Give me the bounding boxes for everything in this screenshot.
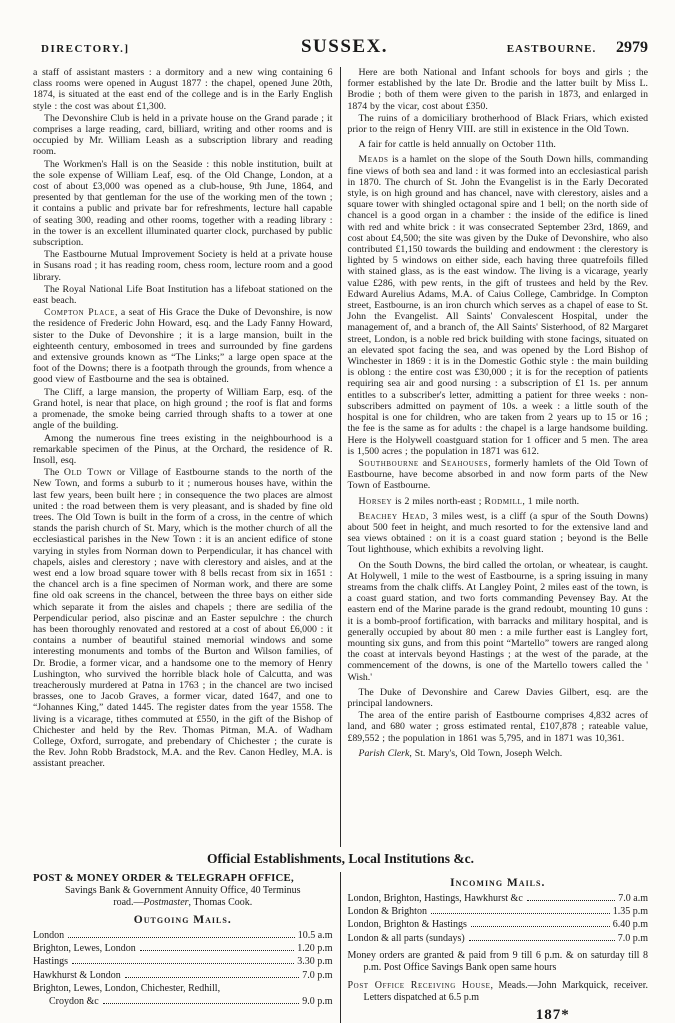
place-name: Meads xyxy=(358,154,389,166)
body-text: The Eastbourne Mutual Improvement Society is held at a private house in Susans road ; it has reading room, chess room, lecture room and a good library. xyxy=(33,249,333,283)
body-text: The Workmen's Hall is on the Seaside : this noble institution, built at the sole expense of William Leaf, esq. of the Old Change, London, at a cost of about £3,000 was opened as a club-house, 9th June, 1864, and presented by that gentleman for the use of the working men of the town ; it contains a public and private bar for refreshments, lecture hall capable of seating 300, reading and other rooms, together with a reading library : in the tower is an excellent illuminated quarter clock, purchased by public subscription. xyxy=(33,158,333,249)
body-text: and xyxy=(418,457,441,469)
body-text: is a hamlet on the slope of the South Down hills, commanding fine views of both sea and land : it was formed into an ecclesiastical parish in 1870. The church of St. John the Evangelist is in the Early Decorated style, is on high ground and has chancel, nave with clerestory, aisles and a square tower with shingled octagonal spire and 1 bell; on the north side of chancel is a good organ in a chamber : the inside of the edifice is lined with red and white brick : it was consecrated September 23rd, 1869, and cost about £4,500; the site was given by the Duke of Devonshire, who also contributed £1,150 towards the building and endowment : the clerestory is lighted by 5 windows on either side, each having three quatrefoils filled with stained glass, as is the east window. The living is a vicarage, yearly value £286, with pew rents, in the gift of trustees and held by the Rev. Edward Aurelius Adams, M.A. of Caius College, Cambridge. In Compton street, Eastbourne, is an iron church which serves as a chapel of ease to St. John the Evangelist. All Saints' Convalescent Hospital, under the management of, and a branch of, the All Saints' Sisterhood, of 82 Margaret street, London, is a noble red brick building with stone facings, situated on an elevated spot facing the sea, and was opened by the Lord Bishop of Winchester in 1869 : it is in the Domestic Gothic style : the main building is oblong : the entire cost was £30,000 ; it is for the reception of patients requiring sea air and good nursing : a subscription of £1 1s. per annum entitles to a subscriber's letter, admitting a patient for three weeks : non-subscribers admitted on payment of 10s. a week : a little south of the hospital is one for children, who are taken from 2 years up to 15 or 16 ; the fee is the same as for adults : the chapel is a large handsome building. Here is the Holywell coastguard station for 1 officer and 5 men. The area is 1,500 acres ; the population in 1871 was 612. xyxy=(347,154,648,457)
mail-destination: Croydon &c xyxy=(49,996,99,1008)
body-text: Among the numerous fine trees existing in the neighbourhood is a remarkable specimen of the Pinus, at the Orchard, the residence of R. Insoll, esq. xyxy=(33,432,333,466)
place-name: Seahouses xyxy=(440,457,489,469)
mail-time: 3.30 p.m xyxy=(297,956,333,968)
body-text: The Devonshire Club is held in a private house on the Grand parade ; it comprises a large reading, card, billiard, writing and other rooms and is occupied by Mr. William Leash as a subscription library and reading room. xyxy=(33,112,333,158)
italic-text: Parish Clerk xyxy=(358,747,410,759)
subtitle-road: road.— xyxy=(113,897,144,908)
paragraph xyxy=(33,467,333,769)
paragraph xyxy=(348,748,649,759)
place-name: Southbourne xyxy=(358,457,419,469)
dot-leader xyxy=(469,940,615,941)
mail-destination: London, Brighton & Hastings xyxy=(347,919,467,931)
mail-destination: London, Brighton, Hastings, Hawkhurst &c xyxy=(347,893,523,904)
body-text: , 1 mile north. xyxy=(522,495,580,507)
place-name: Compton Place xyxy=(44,307,115,319)
body-text: Here are both National and Infant schools for boys and girls ; the former established by the late Dr. Brodie and the latter built by Miss L. Brodie ; both of them were given to the parish in 1873, and enlarged in 1874 by the vicar, cost about £350. xyxy=(347,67,648,112)
dot-leader xyxy=(140,950,294,951)
place-name: Horsey xyxy=(358,495,393,507)
mail-row xyxy=(33,969,333,982)
mail-time: 6.40 p.m xyxy=(612,919,648,931)
paragraph xyxy=(33,249,333,283)
receiving-house-title: Post Office Receiving House xyxy=(347,979,491,991)
body-text: The xyxy=(44,467,64,479)
dot-leader xyxy=(125,977,299,978)
body-text: , St. Mary's, Old Town, Joseph Welch. xyxy=(409,747,563,759)
paragraph xyxy=(348,560,649,683)
mail-destination: Brighton, Lewes, London xyxy=(33,943,136,955)
section-heading: Official Establishments, Local Institutions &c. xyxy=(206,851,474,866)
main-text-area xyxy=(33,67,648,847)
body-text: A fair for cattle is held annually on October 11th. xyxy=(358,139,556,151)
mail-time: 7.0 a.m xyxy=(618,893,648,904)
incoming-mails-table xyxy=(348,892,649,945)
mail-destination: Brighton, Lewes, London, Chichester, Redhill, xyxy=(33,982,221,994)
outgoing-mails-heading: Outgoing Mails. xyxy=(133,914,232,926)
paragraph xyxy=(348,113,649,135)
mail-destination: Hawkhurst & London xyxy=(33,969,121,981)
dot-leader xyxy=(72,963,294,964)
receiving-house-detail: , Meads.—John Markquick, receiver. Letters dispatched at 6.5 p.m xyxy=(363,979,648,1004)
postmaster-name: , Thomas Cook. xyxy=(188,897,253,908)
mail-row xyxy=(348,892,649,905)
post-office-title: POST & MONEY ORDER & TELEGRAPH OFFICE, xyxy=(33,872,294,884)
mail-time: 7.0 p.m xyxy=(617,932,648,944)
place-name: Old Town xyxy=(63,467,113,479)
post-office-subtitle-line1: Savings Bank & Government Annuity Office, 40 Terminus xyxy=(64,885,301,896)
paragraph xyxy=(348,687,649,709)
header-county-title: SUSSEX. xyxy=(300,36,389,57)
paragraph xyxy=(348,496,649,507)
mail-time: 1.20 p.m xyxy=(297,943,333,955)
paragraph xyxy=(348,458,649,492)
body-text: The Royal National Life Boat Institution has a lifeboat stationed on the east beach. xyxy=(33,283,333,307)
body-text: or Village of Eastbourne stands to the north of the New Town, and forms a suburb to it ; numerous houses have, within the last few years, been built here ; in consequence the two places are almost united : the road between them is very pleasant, and is shaded by fine old trees. The Old Town is built in the form of a cross, in the centre of which stands the parish church of St. Mary, which is the mother church of all the ecclesiastical parishes in the New Town : it is an ancient edifice of stone varying in styles from Norman down to Perpendicular, it has chancel with chapels, aisles and clerestory ; nave with clerestory and aisles, and at the west end a low broad square tower with 8 bells recast from six in 1651 : the chancel arch is a fine specimen of Norman work, and there are some fine old oak screens in the chancel, between the three bays on either side which separate it from the aisles and chapels ; there are sedilia of the Perpendicular period, also piscinæ and an Easter sepulchre : the church has been thoroughly renovated and restored at a cost of about £6,000 : it contains a number of beautiful stained memorial windows and some interesting monuments and tombs of the Burton and Wilson families, of Dr. Brodie, a former vicar, and a handsome one to the memory of Henry Lushington, who survived the horrible black hole of Calcutta, and was treacherously murdered at Patna in 1763 ; in the chancel are two incised brasses, one to Jacob Graves, a former vicar, dated 1647, and one to “Johannes King,” dated 1445. The register dates from the year 1558. The living is a vicarage, tithes commuted at £550, in the gift of the Bishop of Chichester and held by the Rev. Thomas Pitman, M.A. of Wadham College, Oxford, surrogate, and prebendary of Chichester ; the curate is the Rev. John Robb Bradstock, M.A. and the Rev. Canon Hedley, M.A. is assistant preacher. xyxy=(33,467,333,770)
dot-leader xyxy=(471,926,610,927)
receiving-house-note xyxy=(348,980,649,1005)
body-text: The ruins of a domiciliary brotherhood of Black Friars, which existed prior to the reign of Henry VIII. are still in existence in the Old Town. xyxy=(347,112,648,136)
mail-time: 7.0 p.m xyxy=(302,969,333,981)
body-text: , 3 miles west, is a cliff (a spur of the South Downs) about 500 feet in height, and much resorted to for the extensive land and sea views obtained : on it is a coast guard station ; beyond is the Belle Tout lighthouse, which exhibits a revolving light. xyxy=(347,510,648,556)
place-name: Beachey Head xyxy=(358,510,427,522)
paragraph xyxy=(33,387,333,432)
body-text: The Duke of Devonshire and Carew Davies Gilbert, esq. are the principal landowners. xyxy=(347,686,648,709)
post-office-subtitle-line2 xyxy=(33,897,333,909)
outgoing-mails-table xyxy=(33,929,333,1008)
place-name: Rodmill xyxy=(484,495,523,507)
mail-row xyxy=(348,932,649,945)
right-text-column xyxy=(341,67,649,847)
header-directory-label: DIRECTORY.] xyxy=(41,43,130,55)
body-text: The area of the entire parish of Eastbourne comprises 4,832 acres of land, and 680 water ; gross estimated rental, £107,878 ; rateable value, £89,552 ; the population in 1861 was 5,795, and in 1871 was 10,361. xyxy=(347,710,648,744)
paragraph xyxy=(33,67,333,112)
left-text-column xyxy=(33,67,341,847)
body-text: is 2 miles north-east ; xyxy=(392,495,485,507)
paragraph xyxy=(33,433,333,467)
paragraph xyxy=(348,154,649,456)
body-text: a staff of assistant masters : a dormitory and a new wing containing 6 class rooms were opened in August 1877 : the chapel, opened June 20th, 1874, is situated at the east end of the college and is in the Early English style : the cost was about £1,300. xyxy=(33,67,333,112)
incoming-mails-heading: Incoming Mails. xyxy=(450,877,546,889)
mail-destination: London & all parts (sundays) xyxy=(347,932,465,944)
paragraph xyxy=(348,710,649,744)
mail-destination: London & Brighton xyxy=(347,906,427,918)
paragraph xyxy=(33,307,333,385)
postmaster-label: Postmaster xyxy=(143,897,189,908)
mail-destination: Hastings xyxy=(33,956,68,968)
mail-row xyxy=(348,918,649,931)
post-office-column xyxy=(33,872,341,1023)
mail-row xyxy=(33,942,333,955)
paragraph xyxy=(348,511,649,556)
mail-row xyxy=(33,955,333,968)
mail-row xyxy=(348,905,649,918)
mail-destination: London xyxy=(33,930,65,941)
paragraph xyxy=(33,159,333,249)
page-signature: 187* xyxy=(535,1007,570,1023)
paragraph xyxy=(33,284,333,306)
header-place-label: EASTBOURNE. xyxy=(506,43,597,55)
header-place xyxy=(388,39,648,57)
mail-time: 10.5 a.m xyxy=(297,930,333,941)
mails-section xyxy=(33,872,648,1023)
mail-time: 9.0 p.m xyxy=(302,996,333,1008)
paragraph xyxy=(33,113,333,158)
paragraph xyxy=(348,139,649,150)
money-orders-note: Money orders are granted & paid from 9 till 6 p.m. & on saturday till 8 p.m. Post Office Savings Bank open same hours xyxy=(347,949,648,974)
dot-leader xyxy=(431,913,610,914)
mail-time: 1.35 p.m xyxy=(612,906,648,918)
dot-leader xyxy=(103,1003,300,1004)
mail-row xyxy=(33,982,333,995)
incoming-mails-column xyxy=(341,872,649,1023)
dot-leader xyxy=(527,900,616,901)
dot-leader xyxy=(68,937,295,938)
mail-row xyxy=(33,929,333,942)
body-text: On the South Downs, the bird called the ortolan, or wheatear, is caught. At Holywell, 1 mile to the west of Eastbourne, is a spring issuing in many streams from the chalk cliffs. At Langley Point, 2 miles east of the town, is a coast guard station, and two forts commanding Pevensey Bay. At the eastern end of the Marine parade is the grand redoubt, mounting 10 guns : it is a bomb-proof fortification, with barracks and military hospital, and is generally occupied by about 80 men : a mile further east is Langley fort, mounting six guns, and from this point “Martello” towers are ranged along the coast at intervals beyond Hastings ; at the west of the parade, at the commencement of the downs, is one of the Martello towers called the ' Wish.' xyxy=(347,559,648,683)
page-header xyxy=(33,36,648,58)
paragraph xyxy=(348,67,649,112)
body-text: , formerly hamlets of the Old Town of Eastbourne, have become absorbed in and now form parts of the New Town of Eastbourne. xyxy=(347,457,648,492)
mail-row-continuation xyxy=(33,995,333,1008)
body-text: , a seat of His Grace the Duke of Devonshire, is now the residence of Frederic John Howard, esq. and the Lady Fanny Howard, sister to the Duke of Devonshire ; it is a large mansion, built in the eighteenth century, embosomed in trees and surrounded by fine gardens and extensive grounds known as “The Links;” a large open space at the foot of the Downs; there is a footpath through the grounds, from whence a good view of Eastbourne and the sea is obtained. xyxy=(33,307,333,386)
header-folio-number: 2979 xyxy=(616,39,649,56)
body-text: The Cliff, a large mansion, the property of William Earp, esq. of the Grand hotel, is near that place, on high ground ; the roof is flat and forms a promenade, the smoke being carried through shafts to a tower at one angle of the building. xyxy=(33,386,333,432)
